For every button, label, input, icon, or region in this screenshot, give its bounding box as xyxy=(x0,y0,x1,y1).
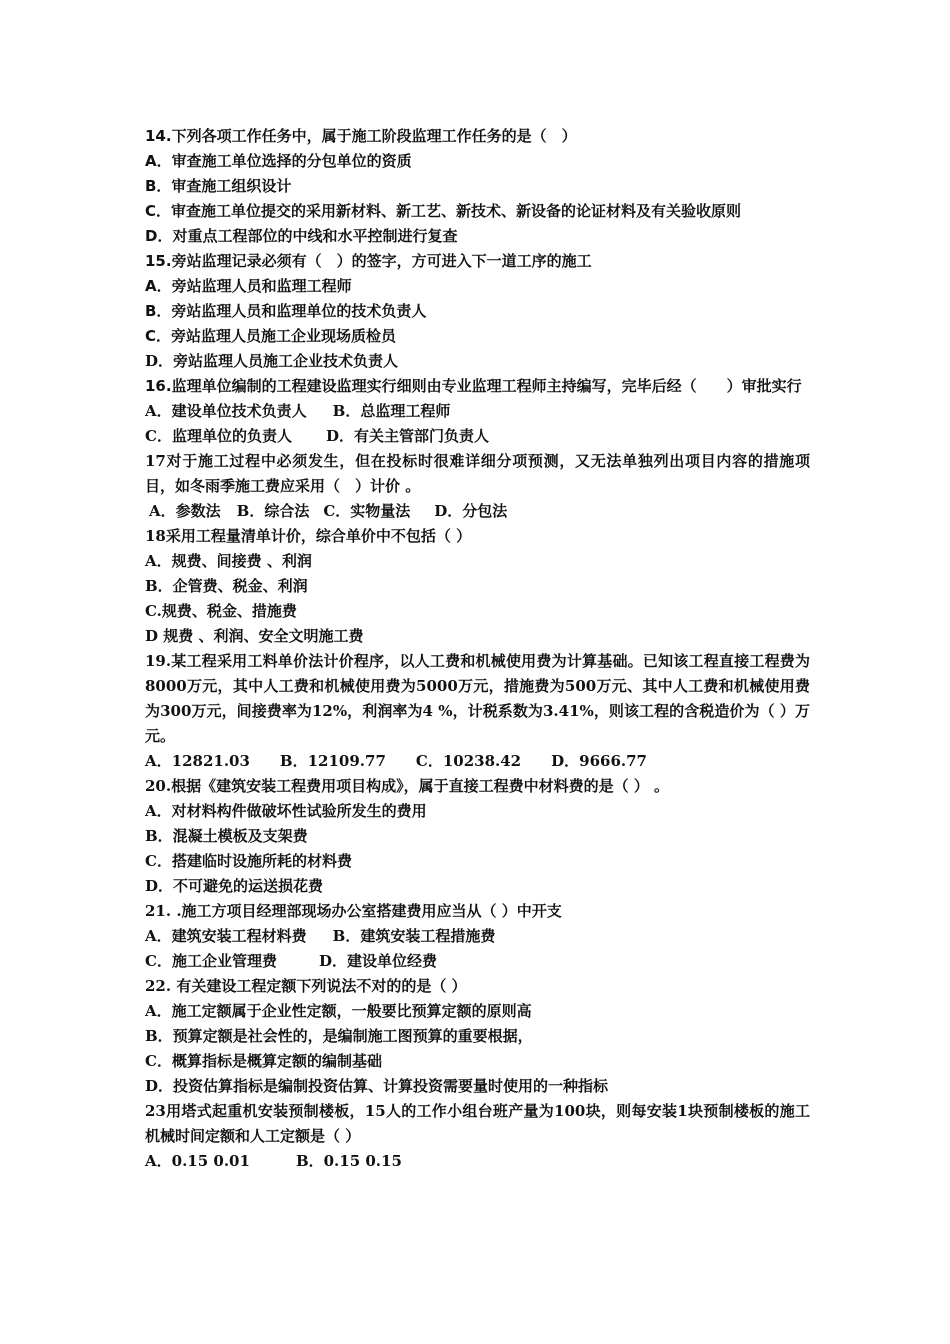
question-22-option-c: C．概算指标是概算定额的编制基础 xyxy=(145,1052,382,1070)
question-14-stem: 14.下列各项工作任务中，属于施工阶段监理工作任务的是（ ） xyxy=(145,127,577,145)
question-21-option-b: B．建筑安装工程措施费 xyxy=(332,927,496,945)
question-18-option-b: B．企管费、税金、利润 xyxy=(145,577,308,595)
question-14-option-a: A．审查施工单位选择的分包单位的资质 xyxy=(145,152,412,170)
question-15-stem: 15.旁站监理记录必须有（ ）的签字，方可进入下一道工序的施工 xyxy=(145,252,592,270)
question-17-options xyxy=(145,499,810,524)
question-16-options-cd xyxy=(145,424,810,449)
question-17-option-c: C．实物量法 xyxy=(323,502,411,520)
question-17-option-a: A．参数法 xyxy=(149,502,221,520)
question-18-option-d: D 规费 、利润、安全文明施工费 xyxy=(145,627,364,645)
question-20-option-a: A．对材料构件做破坏性试验所发生的费用 xyxy=(145,802,427,820)
question-20-option-b: B．混凝土模板及支架费 xyxy=(145,827,308,845)
question-19-option-c: C．10238.42 xyxy=(415,752,522,770)
question-17-option-d: D．分包法 xyxy=(434,502,508,520)
question-22-option-b: B．预算定额是社会性的，是编制施工图预算的重要根据， xyxy=(145,1027,533,1045)
question-17-stem: 17对于施工过程中必须发生，但在投标时很难详细分项预测，又无法单独列出项目内容的措施项目，如冬雨季施工费应采用（ ）计价 。 xyxy=(145,452,810,495)
question-23-option-a: A．0.15 0.01 xyxy=(145,1152,250,1170)
question-19-option-d: D．9666.77 xyxy=(551,752,647,770)
question-22-option-a: A．施工定额属于企业性定额，一般要比预算定额的原则高 xyxy=(145,1002,532,1020)
question-20-option-c: C．搭建临时设施所耗的材料费 xyxy=(145,852,352,870)
question-19-option-a: A．12821.03 xyxy=(145,752,250,770)
question-15-option-b: B．旁站监理人员和监理单位的技术负责人 xyxy=(145,302,427,320)
question-16-stem: 16.监理单位编制的工程建设监理实行细则由专业监理工程师主持编写，完毕后经（ ）审批实行 xyxy=(145,377,802,395)
question-23-stem: 23用塔式起重机安装预制楼板，15人的工作小组台班产量为100块，则每安装1块预制楼板的施工机械时间定额和人工定额是（ ） xyxy=(145,1102,810,1145)
question-17-option-b: B．综合法 xyxy=(236,502,310,520)
question-19-stem: 19.某工程采用工料单价法计价程序，以人工费和机械使用费为计算基础。已知该工程直接工程费为8000万元，其中人工费和机械使用费为5000万元，措施费为500万元、其中人工费和机械使用费为300万元，间接费率为12%，利润率为4 %，计税系数为3.41%，则该工程的含税造价为（ ）万元。 xyxy=(145,652,810,745)
question-19-options xyxy=(145,749,810,774)
question-21-option-c: C．施工企业管理费 xyxy=(145,952,277,970)
question-18-option-a: A．规费、间接费 、利润 xyxy=(145,552,312,570)
question-19-option-b: B．12109.77 xyxy=(279,752,386,770)
question-16-option-a: A．建设单位技术负责人 xyxy=(145,402,307,420)
question-20-option-d: D．不可避免的运送损花费 xyxy=(145,877,324,895)
question-22-stem: 22. 有关建设工程定额下列说法不对的的是（ ） xyxy=(145,977,467,995)
question-16-option-b: B．总监理工程师 xyxy=(332,402,451,420)
question-15-option-d: D．旁站监理人员施工企业技术负责人 xyxy=(145,352,399,370)
question-22-option-d: D．投资估算指标是编制投资估算、计算投资需要量时使用的一种指标 xyxy=(145,1077,609,1095)
question-21-stem: 21. .施工方项目经理部现场办公室搭建费用应当从（ ）中开支 xyxy=(145,902,562,920)
question-16-option-d: D．有关主管部门负责人 xyxy=(325,427,489,445)
question-15-option-a: A．旁站监理人员和监理工程师 xyxy=(145,277,352,295)
question-16-option-c: C．监理单位的负责人 xyxy=(145,427,292,445)
question-18-stem: 18采用工程量清单计价，综合单价中不包括（ ） xyxy=(145,527,472,545)
question-14-option-c: C．审查施工单位提交的采用新材料、新工艺、新技术、新设备的论证材料及有关验收原则 xyxy=(145,202,742,220)
question-21-options-ab xyxy=(145,924,810,949)
question-21-option-a: A．建筑安装工程材料费 xyxy=(145,927,307,945)
question-18-option-c: C.规费、税金、措施费 xyxy=(145,602,297,620)
question-21-options-cd xyxy=(145,949,810,974)
question-20-stem: 20.根据《建筑安装工程费用项目构成》，属于直接工程费中材料费的是（ ） 。 xyxy=(145,777,670,795)
question-21-option-d: D．建设单位经费 xyxy=(318,952,437,970)
document-page xyxy=(145,124,810,1174)
question-15-option-c: C．旁站监理人员施工企业现场质检员 xyxy=(145,327,397,345)
question-14-option-d: D．对重点工程部位的中线和水平控制进行复查 xyxy=(145,227,458,245)
question-14-option-b: B．审查施工组织设计 xyxy=(145,177,292,195)
question-16-options-ab xyxy=(145,399,810,424)
question-23-option-b: B．0.15 0.15 xyxy=(295,1152,402,1170)
question-23-options-ab xyxy=(145,1149,810,1174)
